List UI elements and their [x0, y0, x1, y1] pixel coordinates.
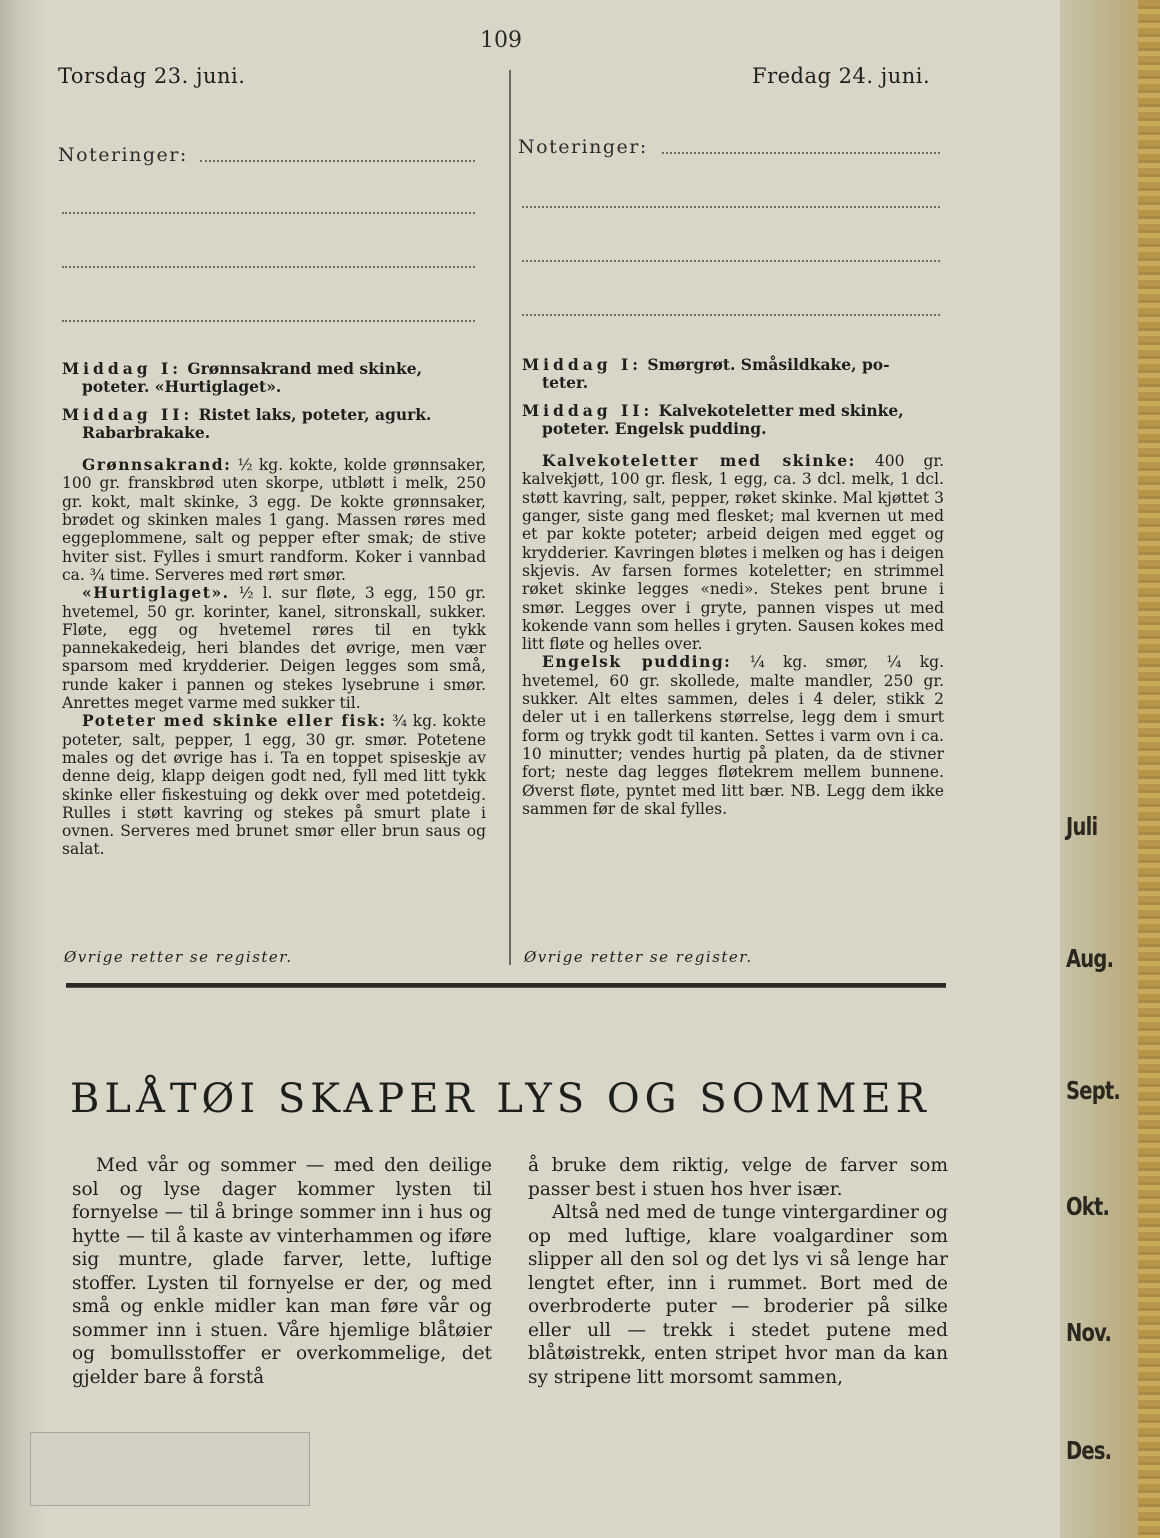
left-middag-2: Middag II: Ristet laks, poteter, agurk. Rabarbrakake. — [62, 404, 432, 442]
month-tab-sept[interactable]: Sept. — [1066, 1076, 1121, 1105]
left-day-heading: Torsdag 23. juni. — [58, 64, 246, 88]
article-column-2 — [528, 1154, 948, 1389]
right-day-heading: Fredag 24. juni. — [752, 64, 931, 88]
recipe-engelsk-pudding: Engelsk pudding: ¼ kg. smør, ¼ kg. hvetemel, 60 gr. skollede, malte mandler, 250 gr. sukker. Alt eltes sammen, deles i 4 deler, stikk 2 deler ut i en tallerkens størrelse, legg dem i smurt form og trykk godt til kanten. Settes i varm ovn i ca. 10 minutter; vendes hurtig på platen, da de stivner fort; neste dag legges fløtekrem mellem bunnene. Øverst fløte, pyntet med litt bær. NB. Legg dem ikke sammen før de skal fylles. — [522, 652, 944, 818]
month-tab-des[interactable]: Des. — [1066, 1436, 1112, 1465]
left-notes-line — [62, 212, 475, 214]
right-notes-line — [522, 206, 940, 208]
left-notes-line — [200, 160, 475, 162]
right-notes-line — [522, 260, 940, 262]
month-tab-strip — [1060, 0, 1160, 1538]
article-column-1 — [72, 1154, 492, 1389]
article-paragraph: Altså ned med de tunge vintergardiner og op med luftige, klare voalgardiner som slipper all den sol og det lys vi så lenge har lengtet efter, inn i rummet. Bort med de overbroderte puter — broderier på silke eller ull — trekk i stedet putene med blåtøistrekk, enten stripet hvor man da kan sy stripene litt morsomt sammen, — [528, 1202, 948, 1388]
month-tab-okt[interactable]: Okt. — [1066, 1192, 1110, 1221]
left-ovrige-retter: Øvrige retter se register. — [64, 948, 293, 966]
right-notes-line — [662, 152, 940, 154]
right-recipe-column — [522, 356, 944, 818]
month-tab-aug[interactable]: Aug. — [1066, 944, 1114, 973]
page-binding-shadow — [0, 0, 48, 1538]
left-recipe-column — [62, 360, 486, 859]
left-middag-1: Middag I: Grønnsakrand med skinke, poteter. «Hurtiglaget». — [62, 359, 423, 397]
recipe-hurtiglaget: «Hurtiglaget». ½ l. sur fløte, 3 egg, 150 gr. hvetemel, 50 gr. korinter, kanel, sitronskall, sukker. Fløte, egg og hvetemel røres til en tykk pannekakedeig, heri blandes det øvrige, men vær sparsom med krydderier. Deigen legges som små, runde kaker i pannen og stekes lysebrune i smør. Anrettes meget varme med sukker til. — [62, 583, 486, 713]
article-paragraph: å bruke dem riktig, velge de farver som passer best i stuen hos hver især. — [528, 1155, 948, 1200]
section-rule — [66, 983, 946, 988]
recipe-poteter-med-skinke: Poteter med skinke eller fisk: ¾ kg. kokte poteter, salt, pepper, 1 egg, 30 gr. smør. Potetene males og det øvrige has i. Ta en toppet spiseskje av denne deig, klapp deigen godt ned, fyll med litt tykk skinke eller fiskestuing og dekk over med potetdeig. Rulles i støtt kavring og stekes på smurt plate i ovnen. Serveres med brunet smør eller brun saus og salat. — [62, 711, 486, 859]
article-headline: BLÅTØI SKAPER LYS OG SOMMER — [70, 1076, 931, 1122]
right-middag-1: Middag I: Smørgrøt. Småsildkake, po- teter. — [522, 355, 890, 393]
left-notes-line — [62, 266, 475, 268]
right-ovrige-retter: Øvrige retter se register. — [524, 948, 753, 966]
page-number: 109 — [480, 28, 522, 53]
month-tab-nov[interactable]: Nov. — [1066, 1318, 1112, 1347]
left-notes-line — [62, 320, 475, 322]
recipe-kalvekoteletter: Kalvekoteletter med skinke: 400 gr. kalvekjøtt, 100 gr. flesk, 1 egg, ca. 3 dcl. melk, 1 dcl. støtt kavring, salt, pepper, røket skinke. Mal kjøttet 3 ganger, siste gang med flesket; mal kvernen ut med et par kokte poteter; arbeid deigen med egget og krydderier. Kavringen bløtes i melken og has i deigen skjevis. Av farsen formes koteletter; en strimmel røket skinke legges «nedi». Stekes pent brune i smør. Legges over i gryte, pannen vispes ut med kokende vann som helles i gryten. Sausen kokes med litt fløte og helles over. — [522, 451, 945, 654]
recipe-gronnsakrand: Grønnsakrand: ½ kg. kokte, kolde grønnsaker, 100 gr. franskbrød uten skorpe, utbløtt i melk, 250 gr. kokt, malt skinke, 3 egg. De kokte grønnsaker, brødet og skinken males 1 gang. Massen røres med eggeplommene, salt og pepper efter smak; de stive hviter sist. Fylles i smurt randform. Koker i vannbad ca. ¾ time. Serveres med rørt smør. — [62, 455, 486, 584]
article-paragraph: Med vår og sommer — med den deilige sol og lyse dager kommer lysten til fornyelse — til å bringe sommer inn i hus og hytte — til å kaste av vinterhammen og iføre sig muntre, glade farver, lette, luftige stoffer. Lysten til fornyelse er der, og med små og enkle midler kan man føre vår og sommer inn i stuen. Våre hjemlige blåtøier og bomullsstoffer er overkommelige, det gjelder bare å forstå — [72, 1155, 492, 1388]
right-middag-2: Middag II: Kalvekoteletter med skinke, poteter. Engelsk pudding. — [522, 400, 904, 438]
right-notes-line — [522, 314, 940, 316]
month-tab-juli[interactable]: Juli — [1066, 812, 1098, 841]
left-notes-label: Noteringer: — [58, 144, 188, 166]
library-stamp-box — [30, 1432, 310, 1506]
right-notes-label: Noteringer: — [518, 136, 648, 158]
column-divider — [509, 70, 511, 965]
tab-strip-edge — [1138, 0, 1160, 1538]
